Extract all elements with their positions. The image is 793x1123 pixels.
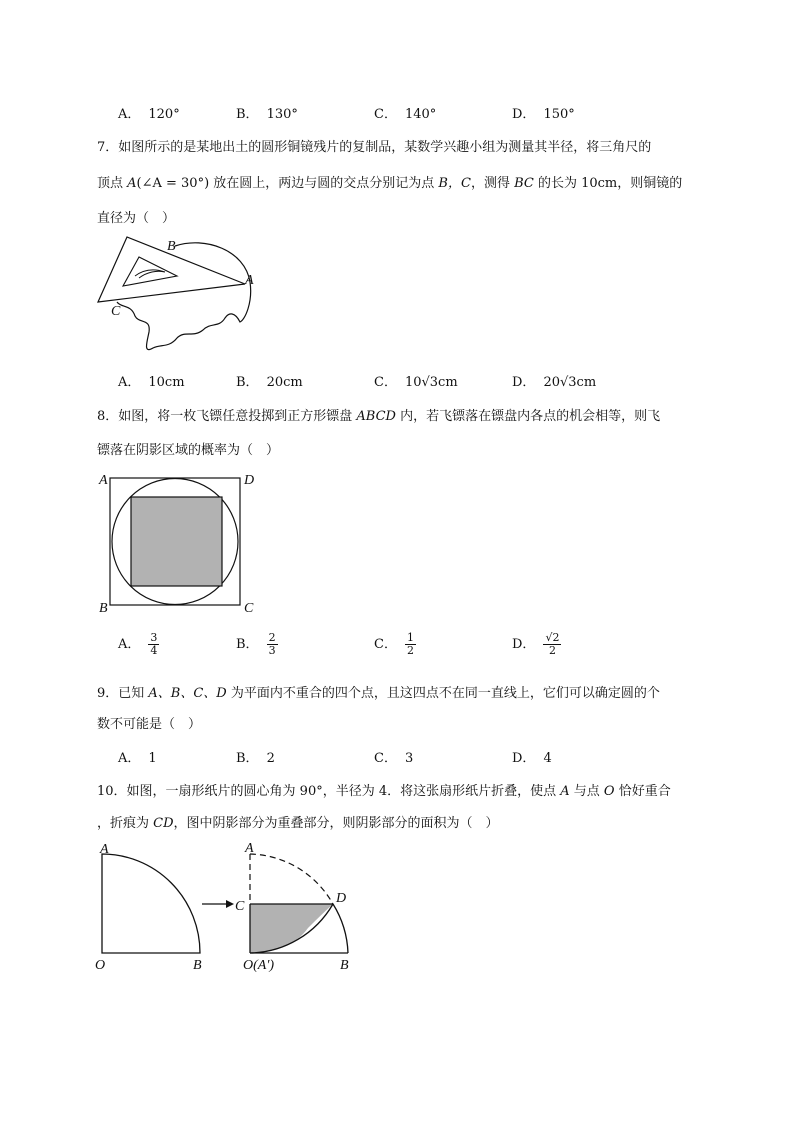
q9-option-a-text: 1 (148, 751, 157, 766)
q6-option-c: C． 140° (374, 107, 437, 122)
remaining-arc (333, 904, 348, 953)
q10-point-o: O (603, 784, 615, 799)
q7-question-line-1: 7．如图所示的是某地出土的圆形铜镜残片的复制品，某数学兴趣小组为测量其半径，将三角尺的 (97, 140, 652, 155)
q9-option-b-text: 2 (266, 751, 275, 766)
q10-label-b1: B (193, 958, 202, 973)
q7-option-a-text: 10cm (148, 375, 185, 390)
q7-option-c: C． 10√3cm (374, 375, 458, 390)
q10-label-a1: A (100, 842, 109, 857)
q8-question-line-1: 8．如图，将一枚飞镖任意投掷到正方形镖盘 ABCD 内，若飞镖落在镖盘内各点的机会相等，则飞 (97, 409, 661, 424)
q9-option-c-text: 3 (404, 751, 414, 766)
q6-option-d: D． 150° (512, 107, 575, 122)
q8-question-line-2: 镖落在阴影区域的概率为（ ） (97, 443, 280, 458)
sector-original (102, 854, 200, 953)
q7-question-line-2: 顶点 A(∠A = 30°) 放在圆上，两边与圆的交点分别记为点 B，C，测得 BC 的长为 10cm，则铜镜的 (97, 176, 683, 191)
q6-option-b-text: 130° (266, 107, 298, 122)
q6-option-c-text: 140° (404, 107, 437, 122)
q10-label-d2: D (336, 891, 347, 906)
q10-crease-cd: CD (153, 816, 174, 831)
q6-option-a: A． 120° (118, 107, 180, 122)
q8-square-name: ABCD (356, 409, 396, 424)
q6-option-a-text: 120° (148, 107, 180, 122)
q8-option-b: B． $\frac{2}{3}$ (236, 631, 276, 657)
q7-option-a: A． 10cm (118, 375, 185, 390)
q9-points: A、B、C、D (148, 686, 227, 701)
q10-label-o2: O(A′) (243, 958, 275, 973)
q10-label-c2: C (235, 899, 245, 914)
q9-option-d-text: 4 (543, 751, 552, 766)
fold-arrowhead-icon (226, 900, 234, 908)
q7-option-d-text: 20√3cm (543, 375, 597, 390)
q8-option-d: D． $\frac{√2}{2}$ (512, 631, 560, 657)
q8-label-c: C (244, 601, 254, 616)
q8-option-c: C． $\frac{1}{2}$ (374, 631, 414, 657)
q8-label-a: A (99, 473, 108, 488)
q10-label-a2: A (245, 841, 254, 856)
q9-question-line-2: 数不可能是（ ） (97, 717, 202, 732)
q10-figure-fold (90, 838, 370, 974)
q10-label-o1: O (95, 958, 106, 973)
q7-label-c: C (111, 304, 121, 319)
q9-option-d: D． 4 (512, 751, 552, 766)
q9-question-line-1: 9．已知 A、B、C、D 为平面内不重合的四个点，且这四点不在同一直线上，它们可以确定圆的个 (97, 686, 660, 701)
q7-label-b: B (167, 239, 176, 254)
q7-option-b-text: 20cm (266, 375, 303, 390)
q8-option-a-fraction: $\frac{3}{4}$ (150, 631, 158, 657)
q7-option-d: D． 20√3cm (512, 375, 597, 390)
q7-angle: (∠A = 30°) (136, 176, 210, 191)
q9-option-a: A． 1 (118, 751, 157, 766)
q8-option-a: A． $\frac{3}{4}$ (118, 631, 158, 657)
q7-figure-mirror-triangle (95, 232, 265, 362)
q8-option-d-fraction: $\frac{√2}{2}$ (545, 631, 560, 657)
q7-option-c-text: 10√3cm (404, 375, 458, 390)
q7-segment-bc: BC (514, 176, 534, 191)
q8-option-c-fraction: $\frac{1}{2}$ (406, 631, 414, 657)
dashed-original-arc (250, 854, 333, 904)
q7-label-a: A (245, 273, 254, 288)
q8-label-d: D (244, 473, 255, 488)
q7-vertex-a: A (127, 176, 137, 191)
q10-question-line-2: ，折痕为 CD，图中阴影部分为重叠部分，则阴影部分的面积为（ ） (97, 816, 499, 831)
q10-label-b2: B (340, 958, 349, 973)
q10-point-a: A (560, 784, 570, 799)
q8-label-b: B (99, 601, 108, 616)
q6-option-b: B． 130° (236, 107, 298, 122)
q7-question-line-3: 直径为（ ） (97, 211, 176, 226)
q8-option-b-fraction: $\frac{2}{3}$ (268, 631, 276, 657)
shaded-overlap (250, 904, 333, 953)
q7-option-b: B． 20cm (236, 375, 303, 390)
q7-points-bc: B，C (438, 176, 471, 191)
q9-option-c: C． 3 (374, 751, 414, 766)
q9-option-b: B． 2 (236, 751, 275, 766)
q8-figure-dartboard (96, 466, 266, 618)
q6-option-d-text: 150° (543, 107, 575, 122)
q10-question-line-1: 10．如图，一扇形纸片的圆心角为 90°，半径为 4．将这张扇形纸片折叠，使点 A 与点 O 恰好重合 (97, 784, 671, 799)
shaded-inner-square (131, 497, 222, 586)
